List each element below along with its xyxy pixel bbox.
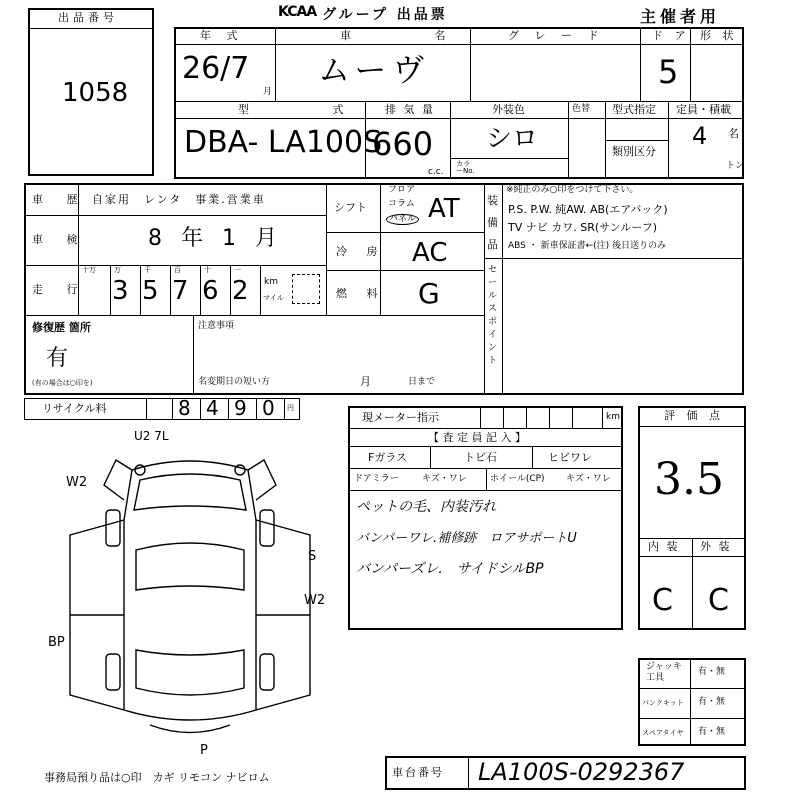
recycle-unit: 円 — [287, 404, 294, 412]
capacity-unit-people: 名 — [728, 127, 739, 140]
capacity-value: 4 — [692, 122, 708, 150]
name-change-month: 月 — [360, 375, 371, 388]
jack-label: ジャッキ工具 — [646, 662, 682, 683]
year-value: 26/7 — [182, 51, 250, 86]
name-change-label: 名変期日の短い方 — [198, 377, 271, 387]
exterior-value: C — [708, 583, 729, 618]
header-title: グループ 出品票 — [322, 7, 448, 23]
mileage-digit: 5 — [142, 276, 159, 306]
color-change-label: 色替 — [572, 104, 591, 114]
score-label: 評 価 点 — [664, 409, 724, 422]
damage-mark-s: S — [308, 549, 317, 564]
repair-label: 修復歴 箇所 — [32, 321, 91, 334]
fuel-label: 燃 料 — [336, 287, 386, 300]
lot-number-value: 1058 — [62, 78, 129, 108]
meter-unit: km — [606, 412, 620, 422]
displacement-unit: c.c. — [428, 167, 444, 177]
ac-label: 冷 房 — [336, 245, 386, 258]
displacement-label: 排 気 量 — [385, 103, 435, 116]
inspector-note-3: バンパーズレ. サイドシルBP — [356, 561, 544, 577]
history-options: 自家用 レンタ 事業.営業車 — [92, 193, 266, 206]
shift-option-column: コラム — [388, 199, 415, 209]
chassis-number-value: LA100S-0292367 — [478, 758, 685, 786]
mileage-digit-label: 百 — [174, 266, 181, 274]
mileage-digit-label: 千 — [144, 266, 151, 274]
inspection-label: 車 検 — [32, 233, 88, 246]
damage-mark-w2-left: W2 — [66, 475, 88, 490]
type-designation-label: 型式指定 — [612, 103, 656, 116]
repair-value: 有 — [46, 346, 69, 371]
office-items-note: 事務局預り品は○印 カギ リモコン ナビロム — [44, 771, 270, 784]
damage-mark-w2-right: W2 — [304, 593, 326, 608]
displacement-value: 660 — [372, 125, 434, 163]
mileage-digit: 6 — [202, 276, 219, 306]
glass-label: Fガラス — [368, 451, 407, 464]
mileage-unit-km: km — [264, 277, 278, 287]
damage-mark-top: U2 7L — [134, 429, 169, 443]
damage-mark-p: P — [200, 743, 208, 758]
door-label: ド ア — [652, 29, 690, 42]
puncture-kit-label: パンクキット — [642, 699, 684, 707]
inspector-note-2: バンパーワレ.補修跡 ロアサポートU — [356, 531, 577, 546]
inspector-label: 【 査 定 員 記 入 】 — [428, 431, 526, 444]
door-value: 5 — [658, 53, 679, 91]
score-value: 3.5 — [654, 454, 724, 505]
mileage-digit: 2 — [232, 276, 249, 306]
model-value: DBA- LA100S — [184, 125, 383, 160]
recycle-digit: 0 — [262, 396, 275, 420]
shape-label: 形 状 — [700, 29, 738, 42]
mileage-digit: 3 — [112, 276, 129, 306]
wheel-label: ホイール(CP) — [490, 474, 545, 484]
year-suffix: 月 — [263, 87, 273, 97]
organizer-label: 主催者用 — [640, 7, 721, 26]
grade-label: グ レ ー ド — [508, 29, 605, 42]
mileage-digit-label: 一 — [234, 266, 241, 274]
header-logo: KCAA — [278, 4, 317, 20]
inspection-value: 8 年 1 月 — [148, 226, 283, 251]
ac-value: AC — [412, 238, 448, 268]
history-label: 車 歴 — [32, 193, 88, 206]
shift-option-floor: フロア — [388, 185, 416, 195]
caution-label: 注意事項 — [198, 321, 235, 331]
exterior-label: 外 装 — [700, 540, 732, 553]
shift-option-panel: パネル — [386, 214, 419, 225]
puncture-kit-options: 有・無 — [698, 697, 726, 707]
recycle-digit: 4 — [206, 396, 219, 420]
recycle-fee-label: リサイクル料 — [42, 402, 107, 415]
interior-label: 内 装 — [648, 540, 680, 553]
spare-tire-options: 有・無 — [698, 727, 726, 737]
mileage-digit-label: 十万 — [82, 266, 96, 274]
jack-options: 有・無 — [698, 667, 726, 677]
equipment-line-1: P.S. P.W. 純AW. AB(エアバック) — [508, 203, 668, 216]
name-label: 車 名 — [340, 29, 486, 42]
lot-number-label: 出品番号 — [58, 11, 118, 24]
shift-value: AT — [428, 194, 460, 224]
category-label: 類別区分 — [612, 145, 656, 158]
sales-point-label: セールスポイント — [488, 265, 498, 366]
fuel-value: G — [418, 277, 440, 310]
equipment-label: 装備品 — [487, 194, 498, 251]
exterior-color-value: シロ — [486, 124, 539, 154]
mileage-digit-label: 万 — [114, 266, 121, 274]
glass-option-crack: ヒビワレ — [548, 451, 592, 464]
repair-note: (有の場合は○印を) — [32, 379, 93, 387]
name-value: ムーヴ — [318, 51, 431, 89]
name-change-day: 日まで — [408, 377, 436, 387]
interior-value: C — [652, 583, 673, 618]
wheel-option: キズ・ワレ — [566, 474, 611, 484]
shift-label: シフト — [334, 201, 367, 214]
meter-label: 現メーター指示 — [362, 411, 439, 424]
recycle-digit: 8 — [178, 396, 191, 420]
spare-tire-label: スペアタイヤ — [642, 729, 684, 737]
door-mirror-option: キズ・ワレ — [422, 474, 467, 484]
inspector-note-1: ペットの毛、内装汚れ — [356, 499, 496, 515]
equipment-line-2: TV ナビ カワ. SR(サンルーフ) — [508, 221, 658, 234]
year-label: 年 式 — [200, 29, 244, 42]
chassis-number-label: 車台番号 — [392, 766, 444, 779]
capacity-label: 定員・積載 — [676, 103, 731, 116]
mileage-digit: 7 — [172, 276, 189, 306]
mileage-label: 走 行 — [32, 283, 88, 296]
mileage-unit-mile: マイル — [263, 294, 284, 302]
color-no-label: カラーNo. — [456, 160, 475, 175]
car-body-diagram — [60, 440, 320, 760]
capacity-unit-ton: トン — [726, 161, 745, 171]
damage-mark-bp: BP — [48, 635, 65, 650]
glass-option-chip: トビ石 — [464, 451, 497, 464]
equipment-note: ※純正のみ○印をつけて下さい。 — [506, 185, 639, 195]
exterior-color-label: 外装色 — [492, 103, 525, 116]
equipment-line-3: ABS ・ 新車保証書←(注) 後日送りのみ — [508, 241, 667, 251]
recycle-digit: 9 — [234, 396, 247, 420]
door-mirror-label: ドアミラー — [354, 474, 399, 484]
mileage-digit-label: 十 — [204, 266, 211, 274]
model-label: 型 式 — [238, 103, 384, 116]
